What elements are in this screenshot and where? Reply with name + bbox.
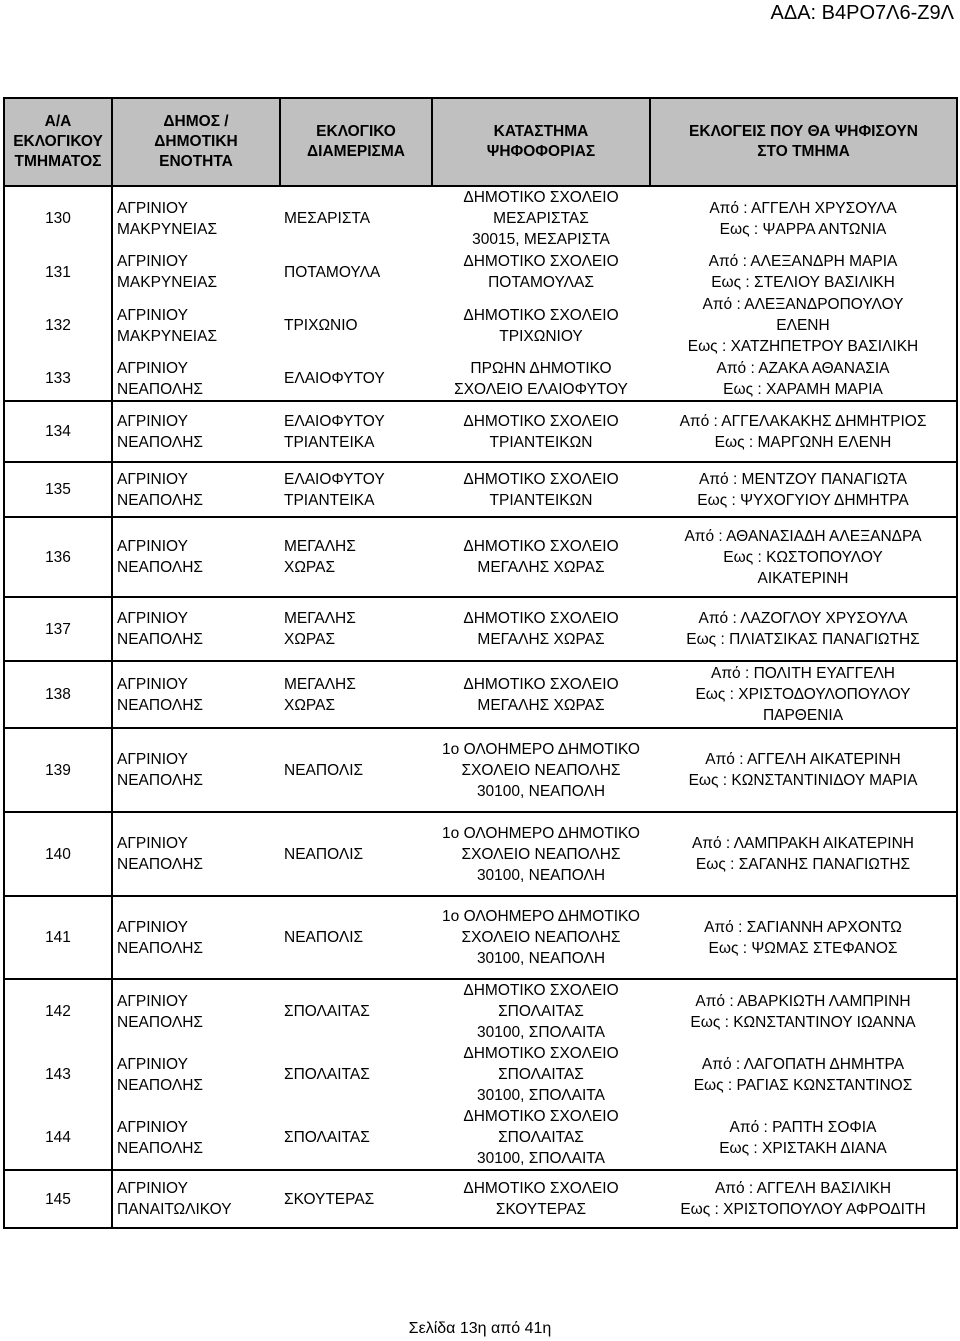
- cell-polling-station: [432, 979, 650, 1043]
- voter-range-line: Εως : ΠΛΙΑΤΣΙΚΑΣ ΠΑΝΑΓΙΩΤΗΣ: [686, 631, 920, 648]
- voter-range-line: Από : ΑΓΓΕΛΑΚΑΚΗΣ ΔΗΜΗΤΡΙΟΣ: [679, 412, 927, 430]
- cell-municipality: [112, 462, 280, 517]
- cell-polling-station: [432, 597, 650, 661]
- cell-district: [280, 462, 432, 517]
- table-row: [4, 661, 957, 728]
- voter-range-line: Από : ΑΓΓΕΛΗ ΑΙΚΑΤΕΡΙΝΗ: [705, 751, 901, 768]
- cell-section-number: 140: [4, 812, 112, 896]
- table-row: [4, 728, 957, 812]
- polling-station-line: 30100, ΝΕΑΠΟΛΗ: [476, 782, 606, 800]
- table-row: [4, 896, 957, 979]
- cell-municipality: [112, 250, 280, 294]
- voter-range-line: Από : ΜΕΝΤΖΟΥ ΠΑΝΑΓΙΩΤΑ: [698, 470, 908, 488]
- cell-voter-range: [650, 979, 957, 1043]
- municipality-line: ΝΕΑΠΟΛΗΣ: [117, 380, 203, 398]
- polling-station-line: ΔΗΜΟΤΙΚΟ ΣΧΟΛΕΙΟ: [463, 1108, 619, 1125]
- municipality-line: ΑΓΡΙΝΙΟΥ: [117, 992, 188, 1010]
- cell-voter-range: [650, 896, 957, 979]
- district-line: ΜΕΓΑΛΗΣ: [284, 675, 356, 693]
- header-district: ΕΚΛΟΓΙΚΟ ΔΙΑΜΕΡΙΣΜΑ: [280, 98, 432, 186]
- table-row: [4, 186, 957, 250]
- polling-station-line: ΣΠΟΛΑΙΤΑΣ: [498, 1066, 584, 1083]
- cell-section-number: 134: [4, 401, 112, 462]
- cell-voter-range: [650, 812, 957, 896]
- voter-range-line: Από : ΛΑΓΟΠΑΤΗ ΔΗΜΗΤΡΑ: [701, 1055, 905, 1073]
- municipality-line: ΑΓΡΙΝΙΟΥ: [117, 751, 188, 768]
- polling-station-line: ΔΗΜΟΤΙΚΟ ΣΧΟΛΕΙΟ: [463, 470, 619, 488]
- cell-municipality: [112, 357, 280, 401]
- cell-district: [280, 597, 432, 661]
- polling-station-line: ΣΧΟΛΕΙΟ ΕΛΑΙΟΦΥΤΟΥ: [454, 380, 628, 398]
- ada-stamp: ΑΔΑ: Β4ΡΟ7Λ6-Ζ9Λ: [770, 2, 954, 24]
- cell-polling-station: [432, 186, 650, 250]
- voter-range-line: Εως : ΚΩΣΤΟΠΟΥΛΟΥ: [723, 548, 883, 566]
- cell-voter-range: [650, 517, 957, 597]
- table-row: [4, 979, 957, 1043]
- cell-section-number: 138: [4, 661, 112, 728]
- voter-range-line: Εως : ΨΩΜΑΣ ΣΤΕΦΑΝΟΣ: [708, 939, 898, 957]
- district-line: ΕΛΑΙΟΦΥΤΟΥ: [284, 370, 385, 387]
- table-row: [4, 1106, 957, 1170]
- polling-station-line: ΔΗΜΟΤΙΚΟ ΣΧΟΛΕΙΟ: [463, 189, 619, 206]
- municipality-line: ΑΓΡΙΝΙΟΥ: [117, 835, 188, 852]
- polling-station-line: ΤΡΙΑΝΤΕΙΚΩΝ: [489, 491, 593, 509]
- voter-range-line: ΠΑΡΘΕΝΙΑ: [762, 707, 844, 724]
- cell-voter-range: [650, 250, 957, 294]
- voter-range-line: Από : ΛΑΜΠΡΑΚΗ ΑΙΚΑΤΕΡΙΝΗ: [691, 835, 915, 852]
- polling-station-line: ΤΡΙΧΩΝΙΟΥ: [499, 327, 583, 345]
- municipality-line: ΑΓΡΙΝΙΟΥ: [117, 610, 188, 627]
- municipality-line: ΑΓΡΙΝΙΟΥ: [117, 1055, 188, 1073]
- cell-municipality: [112, 661, 280, 728]
- voter-range-line: ΑΙΚΑΤΕΡΙΝΗ: [757, 569, 849, 587]
- municipality-line: ΑΓΡΙΝΙΟΥ: [117, 359, 188, 377]
- polling-station-line: ΔΗΜΟΤΙΚΟ ΣΧΟΛΕΙΟ: [463, 253, 619, 270]
- municipality-line: ΑΓΡΙΝΙΟΥ: [117, 1180, 188, 1197]
- municipality-line: ΑΓΡΙΝΙΟΥ: [117, 918, 188, 936]
- cell-polling-station: [432, 812, 650, 896]
- cell-section-number: 139: [4, 728, 112, 812]
- district-line: ΣΠΟΛΑΙΤΑΣ: [284, 1066, 370, 1083]
- district-line: ΝΕΑΠΟΛΙΣ: [284, 845, 364, 863]
- polling-station-line: 1ο ΟΛΟΗΜΕΡΟ ΔΗΜΟΤΙΚΟ: [442, 740, 640, 758]
- cell-polling-station: [432, 896, 650, 979]
- cell-district: [280, 661, 432, 728]
- polling-station-line: 1ο ΟΛΟΗΜΕΡΟ ΔΗΜΟΤΙΚΟ: [442, 824, 640, 842]
- cell-municipality: [112, 401, 280, 462]
- polling-station-line: ΣΧΟΛΕΙΟ ΝΕΑΠΟΛΗΣ: [461, 929, 621, 946]
- table-row: [4, 1170, 957, 1228]
- municipality-line: ΑΓΡΙΝΙΟΥ: [117, 199, 188, 217]
- header-municipality: ΔΗΜΟΣ / ΔΗΜΟΤΙΚΗ ΕΝΟΤΗΤΑ: [112, 98, 280, 186]
- cell-polling-station: [432, 401, 650, 462]
- municipality-line: ΝΕΑΠΟΛΗΣ: [117, 939, 203, 957]
- polling-stations-table: [3, 97, 958, 1229]
- cell-voter-range: [650, 597, 957, 661]
- cell-polling-station: [432, 250, 650, 294]
- header-polling-station: ΚΑΤΑΣΤΗΜΑ ΨΗΦΟΦΟΡΙΑΣ: [432, 98, 650, 186]
- cell-municipality: [112, 186, 280, 250]
- cell-municipality: [112, 728, 280, 812]
- cell-voter-range: [650, 401, 957, 462]
- voter-range-line: Εως : ΧΡΙΣΤΑΚΗ ΔΙΑΝΑ: [719, 1139, 887, 1157]
- table-row: [4, 812, 957, 896]
- district-line: ΤΡΙΑΝΤΕΙΚΑ: [284, 433, 375, 451]
- table-row: [4, 250, 957, 294]
- cell-section-number: 135: [4, 462, 112, 517]
- cell-section-number: 136: [4, 517, 112, 597]
- municipality-line: ΝΕΑΠΟΛΗΣ: [117, 1076, 203, 1094]
- cell-polling-station: [432, 294, 650, 357]
- cell-section-number: 141: [4, 896, 112, 979]
- cell-municipality: [112, 812, 280, 896]
- cell-voter-range: [650, 462, 957, 517]
- district-line: ΣΠΟΛΑΙΤΑΣ: [284, 1003, 370, 1020]
- polling-station-line: ΔΗΜΟΤΙΚΟ ΣΧΟΛΕΙΟ: [463, 306, 619, 324]
- cell-section-number: 145: [4, 1170, 112, 1228]
- polling-station-line: 30100, ΣΠΟΛΑΙΤΑ: [477, 1150, 605, 1167]
- polling-station-line: ΜΕΓΑΛΗΣ ΧΩΡΑΣ: [477, 696, 605, 714]
- table-row: [4, 597, 957, 661]
- district-line: ΜΕΓΑΛΗΣ: [284, 538, 356, 555]
- table-row: [4, 294, 957, 357]
- municipality-line: ΜΑΚΡΥΝΕΙΑΣ: [117, 220, 218, 238]
- polling-station-line: 30100, ΝΕΑΠΟΛΗ: [476, 950, 606, 967]
- municipality-line: ΝΕΑΠΟΛΗΣ: [117, 772, 203, 789]
- table-header-row: [4, 98, 957, 186]
- cell-section-number: 130: [4, 186, 112, 250]
- polling-station-line: 1ο ΟΛΟΗΜΕΡΟ ΔΗΜΟΤΙΚΟ: [442, 908, 640, 925]
- polling-station-line: ΔΗΜΟΤΙΚΟ ΣΧΟΛΕΙΟ: [463, 538, 619, 555]
- cell-district: [280, 357, 432, 401]
- municipality-line: ΜΑΚΡΥΝΕΙΑΣ: [117, 327, 218, 345]
- cell-voter-range: [650, 1043, 957, 1106]
- voter-range-line: Εως : ΚΩΝΣΤΑΝΤΙΝΙΔΟΥ ΜΑΡΙΑ: [688, 772, 918, 789]
- district-line: ΕΛΑΙΟΦΥΤΟΥ: [284, 412, 385, 430]
- polling-station-line: ΣΠΟΛΑΙΤΑΣ: [498, 1003, 584, 1020]
- cell-polling-station: [432, 1170, 650, 1228]
- municipality-line: ΑΓΡΙΝΙΟΥ: [117, 675, 188, 693]
- cell-municipality: [112, 1043, 280, 1106]
- cell-voter-range: [650, 661, 957, 728]
- cell-district: [280, 979, 432, 1043]
- voter-range-line: Εως : ΣΑΓΑΝΗΣ ΠΑΝΑΓΙΩΤΗΣ: [695, 856, 911, 873]
- polling-station-line: ΔΗΜΟΤΙΚΟ ΣΧΟΛΕΙΟ: [463, 675, 619, 693]
- voter-range-line: Από : ΑΛΕΞΑΝΔΡΗ ΜΑΡΙΑ: [708, 253, 898, 270]
- cell-municipality: [112, 294, 280, 357]
- voter-range-line: Από : ΑΖΑΚΑ ΑΘΑΝΑΣΙΑ: [716, 359, 890, 377]
- municipality-line: ΑΓΡΙΝΙΟΥ: [117, 412, 188, 430]
- cell-district: [280, 1170, 432, 1228]
- polling-station-line: ΔΗΜΟΤΙΚΟ ΣΧΟΛΕΙΟ: [463, 982, 619, 999]
- voter-range-line: Από : ΛΑΖΟΓΛΟΥ ΧΡΥΣΟΥΛΑ: [698, 610, 908, 627]
- cell-district: [280, 1106, 432, 1170]
- cell-section-number: 132: [4, 294, 112, 357]
- voter-range-line: Εως : ΨΥΧΟΓΥΙΟΥ ΔΗΜΗΤΡΑ: [697, 491, 909, 509]
- cell-polling-station: [432, 517, 650, 597]
- cell-voter-range: [650, 186, 957, 250]
- page-footer: Σελίδα 13η από 41η: [408, 1320, 552, 1337]
- cell-polling-station: [432, 728, 650, 812]
- cell-district: [280, 1043, 432, 1106]
- polling-station-line: 30015, ΜΕΣΑΡΙΣΤΑ: [472, 231, 610, 248]
- municipality-line: ΑΓΡΙΝΙΟΥ: [117, 306, 188, 324]
- voter-range-line: Από : ΑΘΑΝΑΣΙΑΔΗ ΑΛΕΞΑΝΔΡΑ: [684, 527, 922, 545]
- voter-range-line: Από : ΡΑΠΤΗ ΣΟΦΙΑ: [729, 1118, 877, 1136]
- voter-range-line: Εως : ΧΑΤΖΗΠΕΤΡΟΥ ΒΑΣΙΛΙΚΗ: [687, 338, 919, 355]
- municipality-line: ΝΕΑΠΟΛΗΣ: [117, 491, 203, 509]
- voter-range-line: Εως : ΚΩΝΣΤΑΝΤΙΝΟΥ ΙΩΑΝΝΑ: [690, 1013, 916, 1031]
- cell-district: [280, 250, 432, 294]
- polling-station-line: ΠΡΩΗΝ ΔΗΜΟΤΙΚΟ: [470, 359, 612, 377]
- cell-district: [280, 186, 432, 250]
- polling-station-line: ΣΚΟΥΤΕΡΑΣ: [495, 1201, 587, 1218]
- cell-section-number: 142: [4, 979, 112, 1043]
- district-line: ΧΩΡΑΣ: [284, 696, 336, 714]
- cell-voter-range: [650, 357, 957, 401]
- voter-range-line: Από : ΠΟΛΙΤΗ ΕΥΑΓΓΕΛΗ: [711, 665, 895, 682]
- cell-municipality: [112, 517, 280, 597]
- polling-station-line: ΔΗΜΟΤΙΚΟ ΣΧΟΛΕΙΟ: [463, 1045, 619, 1062]
- voter-range-line: Από : ΣΑΓΙΑΝΝΗ ΑΡΧΟΝΤΩ: [704, 918, 902, 936]
- cell-polling-station: [432, 357, 650, 401]
- cell-voter-range: [650, 1170, 957, 1228]
- polling-station-line: ΣΠΟΛΑΙΤΑΣ: [498, 1129, 584, 1146]
- table-row: [4, 462, 957, 517]
- header-section-no: Α/Α ΕΚΛΟΓΙΚΟΥ ΤΜΗΜΑΤΟΣ: [4, 98, 112, 186]
- cell-district: [280, 294, 432, 357]
- polling-station-line: ΤΡΙΑΝΤΕΙΚΩΝ: [489, 433, 593, 451]
- cell-section-number: 137: [4, 597, 112, 661]
- cell-district: [280, 728, 432, 812]
- municipality-line: ΜΑΚΡΥΝΕΙΑΣ: [117, 274, 218, 291]
- polling-station-line: ΔΗΜΟΤΙΚΟ ΣΧΟΛΕΙΟ: [463, 610, 619, 627]
- district-line: ΣΚΟΥΤΕΡΑΣ: [284, 1190, 375, 1208]
- cell-district: [280, 896, 432, 979]
- table-body: [4, 186, 957, 1228]
- voter-range-line: Εως : ΨΑΡΡΑ ΑΝΤΩΝΙΑ: [719, 220, 887, 238]
- district-line: ΤΡΙΑΝΤΕΙΚΑ: [284, 491, 375, 509]
- polling-station-line: ΣΧΟΛΕΙΟ ΝΕΑΠΟΛΗΣ: [461, 761, 621, 779]
- cell-section-number: 133: [4, 357, 112, 401]
- polling-station-line: 30100, ΝΕΑΠΟΛΗ: [476, 866, 606, 884]
- cell-municipality: [112, 1170, 280, 1228]
- district-line: ΠΟΤΑΜΟΥΛΑ: [284, 263, 381, 281]
- municipality-line: ΝΕΑΠΟΛΗΣ: [117, 1013, 203, 1031]
- municipality-line: ΝΕΑΠΟΛΗΣ: [117, 559, 203, 576]
- polling-station-line: ΜΕΓΑΛΗΣ ΧΩΡΑΣ: [477, 559, 605, 576]
- municipality-line: ΝΕΑΠΟΛΗΣ: [117, 631, 203, 648]
- municipality-line: ΑΓΡΙΝΙΟΥ: [117, 470, 188, 488]
- cell-voter-range: [650, 728, 957, 812]
- voter-range-line: Από : ΑΓΓΕΛΗ ΒΑΣΙΛΙΚΗ: [714, 1180, 892, 1197]
- municipality-line: ΑΓΡΙΝΙΟΥ: [117, 253, 188, 270]
- polling-station-line: 30100, ΣΠΟΛΑΙΤΑ: [477, 1087, 605, 1104]
- voter-range-line: Εως : ΧΑΡΑΜΗ ΜΑΡΙΑ: [723, 380, 883, 398]
- voter-range-line: Από : ΑΓΓΕΛΗ ΧΡΥΣΟΥΛΑ: [709, 199, 897, 217]
- district-line: ΣΠΟΛΑΙΤΑΣ: [284, 1129, 370, 1146]
- cell-district: [280, 517, 432, 597]
- cell-voter-range: [650, 1106, 957, 1170]
- header-voters: ΕΚΛΟΓΕΙΣ ΠΟΥ ΘΑ ΨΗΦΙΣΟΥΝ ΣΤΟ ΤΜΗΜΑ: [650, 98, 957, 186]
- cell-municipality: [112, 896, 280, 979]
- table-row: [4, 401, 957, 462]
- polling-station-line: ΔΗΜΟΤΙΚΟ ΣΧΟΛΕΙΟ: [463, 1180, 619, 1197]
- voter-range-line: Εως : ΜΑΡΓΩΝΗ ΕΛΕΝΗ: [714, 433, 892, 451]
- district-line: ΝΕΑΠΟΛΙΣ: [284, 761, 364, 779]
- municipality-line: ΠΑΝΑΙΤΩΛΙΚΟΥ: [117, 1201, 232, 1218]
- municipality-line: ΝΕΑΠΟΛΗΣ: [117, 696, 203, 714]
- district-line: ΧΩΡΑΣ: [284, 631, 336, 648]
- municipality-line: ΑΓΡΙΝΙΟΥ: [117, 538, 188, 555]
- table-row: [4, 357, 957, 401]
- cell-section-number: 144: [4, 1106, 112, 1170]
- cell-municipality: [112, 979, 280, 1043]
- municipality-line: ΝΕΑΠΟΛΗΣ: [117, 433, 203, 451]
- voter-range-line: Εως : ΧΡΙΣΤΟΠΟΥΛΟΥ ΑΦΡΟΔΙΤΗ: [680, 1201, 926, 1218]
- district-line: ΧΩΡΑΣ: [284, 559, 336, 576]
- cell-municipality: [112, 1106, 280, 1170]
- cell-polling-station: [432, 661, 650, 728]
- district-line: ΝΕΑΠΟΛΙΣ: [284, 929, 364, 946]
- cell-polling-station: [432, 1043, 650, 1106]
- table-row: [4, 517, 957, 597]
- polling-station-line: ΔΗΜΟΤΙΚΟ ΣΧΟΛΕΙΟ: [463, 412, 619, 430]
- cell-district: [280, 401, 432, 462]
- district-line: ΜΕΓΑΛΗΣ: [284, 610, 356, 627]
- voter-range-line: Από : ΑΛΕΞΑΝΔΡΟΠΟΥΛΟΥ: [702, 296, 904, 313]
- cell-polling-station: [432, 462, 650, 517]
- municipality-line: ΝΕΑΠΟΛΗΣ: [117, 856, 203, 873]
- voter-range-line: ΕΛΕΝΗ: [776, 317, 830, 334]
- polling-station-line: ΣΧΟΛΕΙΟ ΝΕΑΠΟΛΗΣ: [461, 845, 621, 863]
- cell-section-number: 131: [4, 250, 112, 294]
- cell-municipality: [112, 597, 280, 661]
- cell-section-number: 143: [4, 1043, 112, 1106]
- polling-station-line: ΠΟΤΑΜΟΥΛΑΣ: [488, 274, 594, 291]
- district-line: ΕΛΑΙΟΦΥΤΟΥ: [284, 470, 385, 488]
- cell-polling-station: [432, 1106, 650, 1170]
- table-row: [4, 1043, 957, 1106]
- municipality-line: ΝΕΑΠΟΛΗΣ: [117, 1139, 203, 1157]
- polling-station-line: ΜΕΓΑΛΗΣ ΧΩΡΑΣ: [477, 631, 605, 648]
- voter-range-line: Εως : ΡΑΓΙΑΣ ΚΩΝΣΤΑΝΤΙΝΟΣ: [693, 1076, 913, 1094]
- voter-range-line: Εως : ΧΡΙΣΤΟΔΟΥΛΟΠΟΥΛΟΥ: [695, 686, 911, 703]
- cell-voter-range: [650, 294, 957, 357]
- municipality-line: ΑΓΡΙΝΙΟΥ: [117, 1118, 188, 1136]
- voter-range-line: Από : ΑΒΑΡΚΙΩΤΗ ΛΑΜΠΡΙΝΗ: [695, 992, 911, 1010]
- polling-station-line: 30100, ΣΠΟΛΑΙΤΑ: [477, 1024, 605, 1041]
- polling-station-line: ΜΕΣΑΡΙΣΤΑΣ: [493, 210, 589, 227]
- cell-district: [280, 812, 432, 896]
- district-line: ΤΡΙΧΩΝΙΟ: [284, 317, 358, 334]
- district-line: ΜΕΣΑΡΙΣΤΑ: [284, 210, 371, 227]
- voter-range-line: Εως : ΣΤΕΛΙΟΥ ΒΑΣΙΛΙΚΗ: [711, 274, 895, 291]
